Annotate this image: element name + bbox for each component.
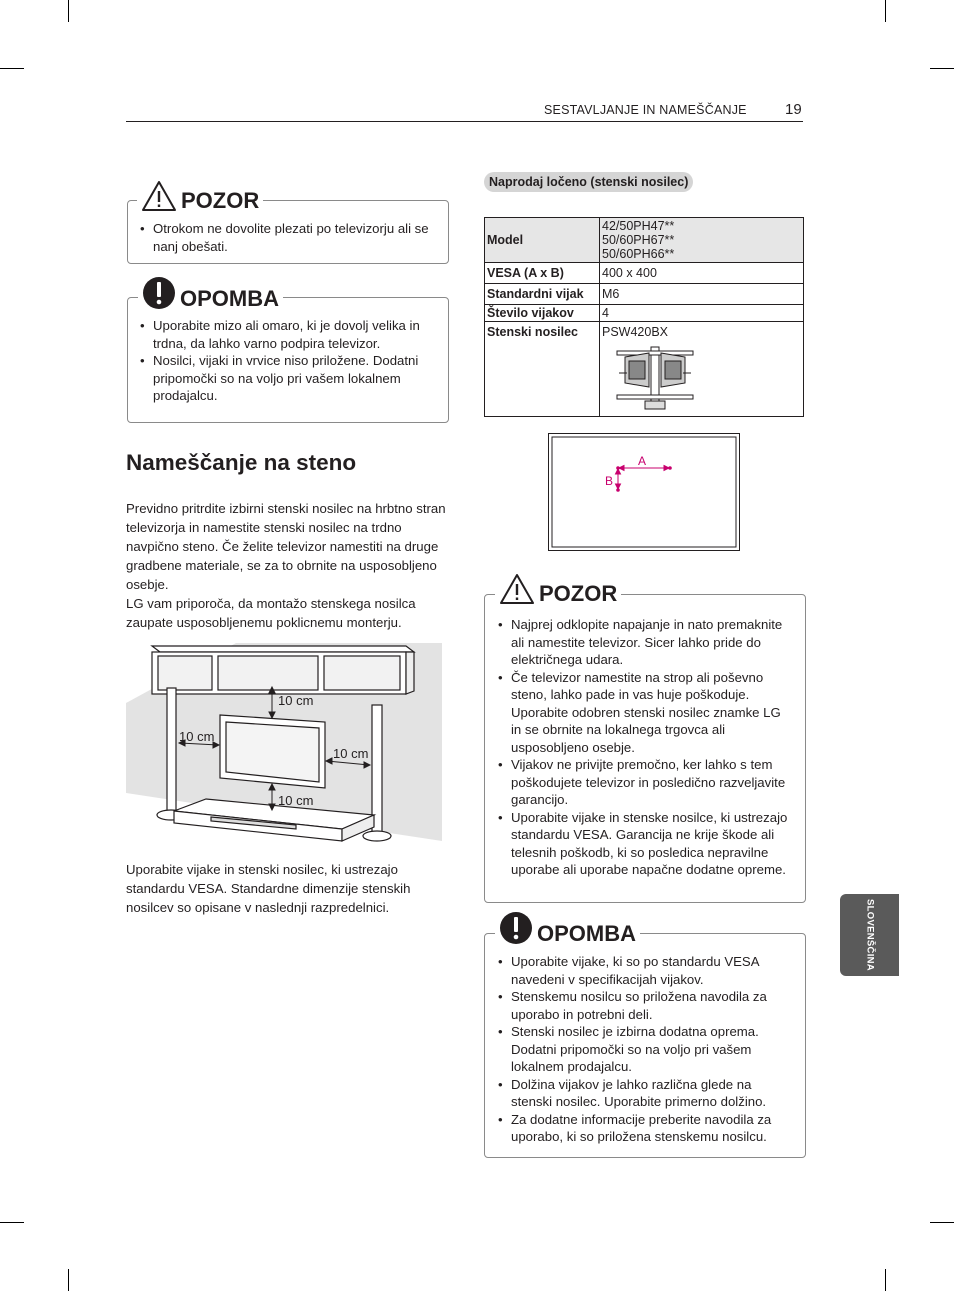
note-box-2: [484, 933, 806, 1158]
crop-mark: [68, 0, 69, 22]
list-item: • Če televizor namestite na strop ali poševno steno, lahko pade in vas huje poškoduje. Uporabite odobren stenski nosilec znamke LG in se obrnite na lokalnega trgovca ali usposobljeno osebje.: [498, 669, 793, 757]
page-number: 19: [785, 101, 802, 118]
model-value: 50/60PH67**: [602, 233, 675, 247]
wall-bracket-image: [615, 343, 695, 411]
intro-paragraph: [126, 499, 446, 632]
list-item: • Stenskemu nosilcu so priložena navodila za uporabo in potrebni deli.: [498, 988, 793, 1023]
bracket-cell: [600, 322, 804, 417]
table-row: [485, 284, 804, 305]
left-clearance-label: 10 cm: [179, 729, 215, 744]
caution-list-2: [498, 616, 793, 879]
intro-text-2: LG vam priporoča, da montažo stenskega nosilca zaupate usposobljenemu poklicnemu monterju.: [126, 596, 416, 630]
bracket-label: Stenski nosilec: [485, 322, 600, 417]
header-rule: [126, 121, 803, 122]
list-item: • Uporabite mizo ali omaro, ki je dovolj velika in trdna, da lahko varno podpira televizor.: [140, 317, 440, 352]
section-title: SESTAVLJANJE IN NAMEŠČANJE: [544, 103, 747, 117]
note-heading-2: [495, 909, 640, 947]
crop-mark: [930, 1222, 954, 1223]
list-item: • Najprej odklopite napajanje in nato premaknite ali namestite televizor. Sicer lahko pride do električnega udara.: [498, 616, 793, 669]
exclamation-circle-icon: [142, 276, 176, 310]
spec-table: [484, 217, 804, 417]
caution-list: [140, 220, 440, 255]
row-key: Standardni vijak: [485, 284, 600, 305]
caution-title-2: POZOR: [539, 581, 618, 606]
top-clearance-label: 10 cm: [278, 693, 314, 708]
vesa-a-label: A: [638, 454, 647, 468]
sold-separately-badge: Naprodaj ločeno (stenski nosilec): [484, 172, 693, 192]
row-key: Število vijakov: [485, 305, 600, 322]
caution-heading-2: [495, 571, 621, 607]
caution-heading: [137, 178, 263, 214]
row-key: VESA (A x B): [485, 263, 600, 284]
list-item: • Dolžina vijakov je lahko različna glede na stenski nosilec. Uporabite primerno dolžino.: [498, 1076, 793, 1111]
row-value: 4: [600, 305, 804, 322]
list-item: • Stenski nosilec je izbirna dodatna oprema. Dodatni pripomočki so na voljo pri vašem lokalnem prodajalcu.: [498, 1023, 793, 1076]
crop-mark: [930, 68, 954, 69]
crop-mark: [0, 1222, 24, 1223]
caution-title: POZOR: [181, 188, 260, 213]
list-item: • Uporabite vijake in stenske nosilce, ki ustrezajo standardu VESA. Garancija ne krije škode ali telesnih poškodb, ki so posledica nepravilne uporabe ali uporabe napačne dodatne opreme.: [498, 809, 793, 879]
exclamation-circle-icon: [499, 911, 533, 945]
note-list-2: [498, 953, 793, 1146]
page-heading: Nameščanje na steno: [126, 450, 357, 475]
list-item: • Nosilci, vijaki in vrvice niso priložene. Dodatni pripomočki so na voljo pri vašem lokalnem prodajalcu.: [140, 352, 440, 405]
model-value: 50/60PH66**: [602, 247, 675, 261]
note-box: [127, 297, 449, 423]
table-row: [485, 322, 804, 417]
note-list: [140, 317, 440, 405]
list-item: • Vijakov ne privijte premočno, ker lahko s tem poškodujete televizor in posledično razveljavite garancijo.: [498, 756, 793, 809]
list-item: • Otrokom ne dovolite plezati po televizorju ali se nanj obešati.: [140, 220, 440, 255]
row-value: M6: [600, 284, 804, 305]
vesa-diagram: [548, 433, 740, 551]
right-clearance-label: 10 cm: [333, 746, 369, 761]
table-row: [485, 305, 804, 322]
model-values: [600, 218, 804, 263]
vesa-paragraph: Uporabite vijake in stenski nosilec, ki ustrezajo standardu VESA. Standardne dimenzije stenskih nosilcev so opisane v naslednji razpredelnici.: [126, 862, 411, 915]
table-row: [485, 263, 804, 284]
language-label: SLOVENŠČINA: [864, 899, 875, 971]
bracket-model: PSW420BX: [602, 325, 669, 339]
caution-box-2: [484, 594, 806, 903]
crop-mark: [0, 68, 24, 69]
vesa-b-label: B: [605, 474, 614, 488]
crop-mark: [885, 0, 886, 22]
warning-triangle-icon: [499, 573, 535, 605]
language-tab: [840, 894, 899, 976]
note-title: OPOMBA: [180, 286, 279, 311]
model-value: 42/50PH47**: [602, 219, 675, 233]
bottom-clearance-label: 10 cm: [278, 793, 314, 808]
list-item: • Uporabite vijake, ki so po standardu VESA navedeni v specifikacijah vijakov.: [498, 953, 793, 988]
table-row: [485, 218, 804, 263]
list-item: • Za dodatne informacije preberite navodila za uporabo, ki so priložena stenskemu nosilcu.: [498, 1111, 793, 1146]
intro-text: Previdno pritrdite izbirni stenski nosilec na hrbtno stran televizorja in namestite stenski nosilec na trdno navpično steno. Če želite televizor namestiti na druge gradbene materiale, se za to obrnite na usposobljeno osebje.: [126, 501, 446, 592]
model-label: Model: [485, 218, 600, 263]
warning-triangle-icon: [141, 180, 177, 212]
crop-mark: [68, 1269, 69, 1291]
crop-mark: [885, 1269, 886, 1291]
note-heading: [138, 274, 283, 312]
row-value: 400 x 400: [600, 263, 804, 284]
note-title-2: OPOMBA: [537, 921, 636, 946]
clearance-diagram: [126, 643, 442, 843]
